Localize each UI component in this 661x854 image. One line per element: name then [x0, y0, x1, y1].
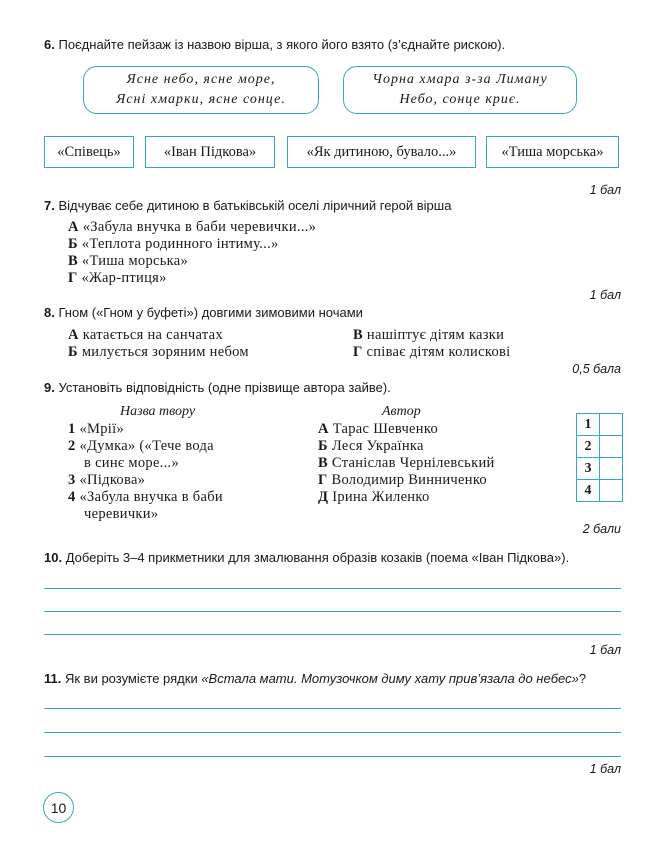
question-11-prompt	[44, 671, 586, 686]
author-item-a[interactable]	[318, 421, 495, 438]
question-9-prompt	[44, 380, 391, 395]
q8-option-b-letter: Б	[68, 344, 78, 360]
q7-option-b[interactable]	[68, 236, 316, 253]
work-item-4-title-cont: черевички»	[84, 506, 159, 522]
question-8-options-right	[353, 327, 511, 361]
work-item-2[interactable]	[68, 438, 223, 472]
q7-option-b-letter: Б	[68, 236, 78, 252]
poem-excerpt-2[interactable]	[343, 66, 577, 114]
author-item-d[interactable]	[318, 489, 495, 506]
question-8-text: Гном («Гном у буфеті») довгими зимовими ночами	[58, 305, 363, 320]
question-7-number: 7.	[44, 198, 55, 213]
question-11-number: 11.	[44, 671, 62, 686]
poem-title-yak-dytynoiu[interactable]: «Як дитиною, бувало...»	[287, 136, 476, 168]
answer-line-10-1[interactable]	[44, 588, 621, 589]
question-11-text-end: ?	[578, 671, 587, 686]
q8-option-h[interactable]	[353, 344, 511, 361]
author-item-h-name: Володимир Винниченко	[331, 472, 487, 488]
work-item-2-number: 2	[68, 438, 76, 454]
question-6-score: 1 бал	[589, 183, 621, 197]
q7-option-b-text: «Теплота родинного інтиму...»	[81, 236, 279, 252]
work-item-3[interactable]	[68, 472, 223, 489]
question-10-score: 1 бал	[589, 643, 621, 657]
authors-column-header: Автор	[382, 404, 421, 419]
work-item-2-title: «Думка» («Тече вода	[79, 438, 214, 454]
q7-option-a-text: «Забула внучка в баби черевички...»	[82, 219, 317, 235]
answer-line-11-3[interactable]	[44, 756, 621, 757]
work-item-4[interactable]	[68, 489, 223, 523]
poem-excerpt-2-line-2: Небо, сонце криє.	[399, 92, 521, 107]
answer-grid-row-1-cell[interactable]	[600, 414, 623, 436]
q7-option-a-letter: А	[68, 219, 79, 235]
work-item-4-title: «Забула внучка в баби	[79, 489, 223, 505]
question-6-number: 6.	[44, 37, 55, 52]
answer-grid-row-1-label: 1	[577, 414, 600, 436]
author-item-v-letter: В	[318, 455, 328, 471]
q8-option-v-letter: В	[353, 327, 363, 343]
answer-line-11-2[interactable]	[44, 732, 621, 733]
question-11-quote: «Встала мати. Мотузочком диму хату прив’язала до небес»	[201, 671, 579, 686]
poem-excerpt-1-line-2: Ясні хмарки, ясне сонце.	[116, 92, 286, 107]
question-11-text: Як ви розумієте рядки	[64, 671, 202, 686]
question-6-prompt	[44, 37, 505, 52]
question-9-number: 9.	[44, 380, 55, 395]
question-10-text: Доберіть 3–4 прикметники для змалювання образів козаків (поема «Іван Підкова»).	[65, 550, 570, 565]
answer-grid-row-2-label: 2	[577, 436, 600, 458]
q7-option-v[interactable]	[68, 253, 316, 270]
work-item-1[interactable]	[68, 421, 223, 438]
answer-grid-row-4	[577, 480, 623, 502]
question-10-number: 10.	[44, 550, 63, 565]
poem-title-tysha-morska[interactable]: «Тиша морська»	[486, 136, 619, 168]
answer-grid-row-2	[577, 436, 623, 458]
question-7-text: Відчуває себе дитиною в батьківській оселі ліричний герой вірша	[58, 198, 452, 213]
question-9-score: 2 бали	[582, 522, 621, 536]
author-item-b-name: Леся Українка	[331, 438, 424, 454]
question-8-prompt	[44, 305, 363, 320]
answer-grid-row-3	[577, 458, 623, 480]
q7-option-v-text: «Тиша морська»	[81, 253, 189, 269]
q8-option-h-text: співає дітям колискові	[366, 344, 511, 360]
poem-title-ivan-pidkova[interactable]: «Іван Підкова»	[145, 136, 275, 168]
author-item-a-letter: А	[318, 421, 329, 437]
q8-option-a[interactable]	[68, 327, 249, 344]
author-item-b-letter: Б	[318, 438, 328, 454]
q7-option-h-text: «Жар-птиця»	[81, 270, 167, 286]
work-item-3-title: «Підкова»	[79, 472, 146, 488]
author-item-a-name: Тарас Шевченко	[332, 421, 439, 437]
q7-option-h[interactable]	[68, 270, 316, 287]
work-item-1-number: 1	[68, 421, 76, 437]
answer-grid-row-2-cell[interactable]	[600, 436, 623, 458]
question-7-options	[68, 219, 316, 287]
q7-option-v-letter: В	[68, 253, 78, 269]
answer-grid-row-4-cell[interactable]	[600, 480, 623, 502]
question-8-number: 8.	[44, 305, 55, 320]
question-9-text: Установіть відповідність (одне прізвище автора зайве).	[58, 380, 391, 395]
answer-grid-row-3-cell[interactable]	[600, 458, 623, 480]
author-item-h[interactable]	[318, 472, 495, 489]
poem-excerpt-2-line-1: Чорна хмара з-за Лиману	[372, 72, 548, 87]
answer-grid-row-4-label: 4	[577, 480, 600, 502]
q8-option-v-text: нашіптує дітям казки	[366, 327, 505, 343]
q8-option-b-text: милується зоряним небом	[81, 344, 249, 360]
question-7-prompt	[44, 198, 451, 213]
author-item-v[interactable]	[318, 455, 495, 472]
answer-grid-row-1	[577, 414, 623, 436]
works-list	[68, 421, 223, 523]
q7-option-a[interactable]	[68, 219, 316, 236]
question-6-text: Поєднайте пейзаж із назвою вірша, з якого його взято (з’єднайте рискою).	[58, 37, 506, 52]
author-item-d-letter: Д	[318, 489, 329, 505]
q8-option-h-letter: Г	[353, 344, 363, 360]
poem-excerpt-1[interactable]	[83, 66, 319, 114]
answer-line-10-3[interactable]	[44, 634, 621, 635]
work-item-2-title-cont: в синє море...»	[84, 455, 180, 471]
question-8-score: 0,5 бала	[572, 362, 621, 376]
work-item-3-number: 3	[68, 472, 76, 488]
question-8-options-left	[68, 327, 249, 361]
author-item-b[interactable]	[318, 438, 495, 455]
poem-excerpt-1-line-1: Ясне небо, ясне море,	[126, 72, 276, 87]
answer-grid	[576, 413, 623, 502]
q8-option-b[interactable]	[68, 344, 249, 361]
works-column-header: Назва твору	[120, 404, 196, 419]
question-11-score: 1 бал	[589, 762, 621, 776]
author-item-h-letter: Г	[318, 472, 328, 488]
q8-option-a-text: катається на санчатах	[82, 327, 223, 343]
answer-line-11-1[interactable]	[44, 708, 621, 709]
authors-list	[318, 421, 495, 506]
poem-title-spivets[interactable]: «Співець»	[44, 136, 134, 168]
answer-grid-row-3-label: 3	[577, 458, 600, 480]
author-item-d-name: Ірина Жиленко	[332, 489, 430, 505]
q8-option-a-letter: А	[68, 327, 79, 343]
author-item-v-name: Станіслав Чернілевський	[331, 455, 495, 471]
q8-option-v[interactable]	[353, 327, 511, 344]
q7-option-h-letter: Г	[68, 270, 78, 286]
work-item-4-number: 4	[68, 489, 76, 505]
answer-line-10-2[interactable]	[44, 611, 621, 612]
question-7-score: 1 бал	[589, 288, 621, 302]
page-number: 10	[43, 792, 74, 823]
question-10-prompt	[44, 550, 569, 565]
work-item-1-title: «Мрії»	[79, 421, 124, 437]
